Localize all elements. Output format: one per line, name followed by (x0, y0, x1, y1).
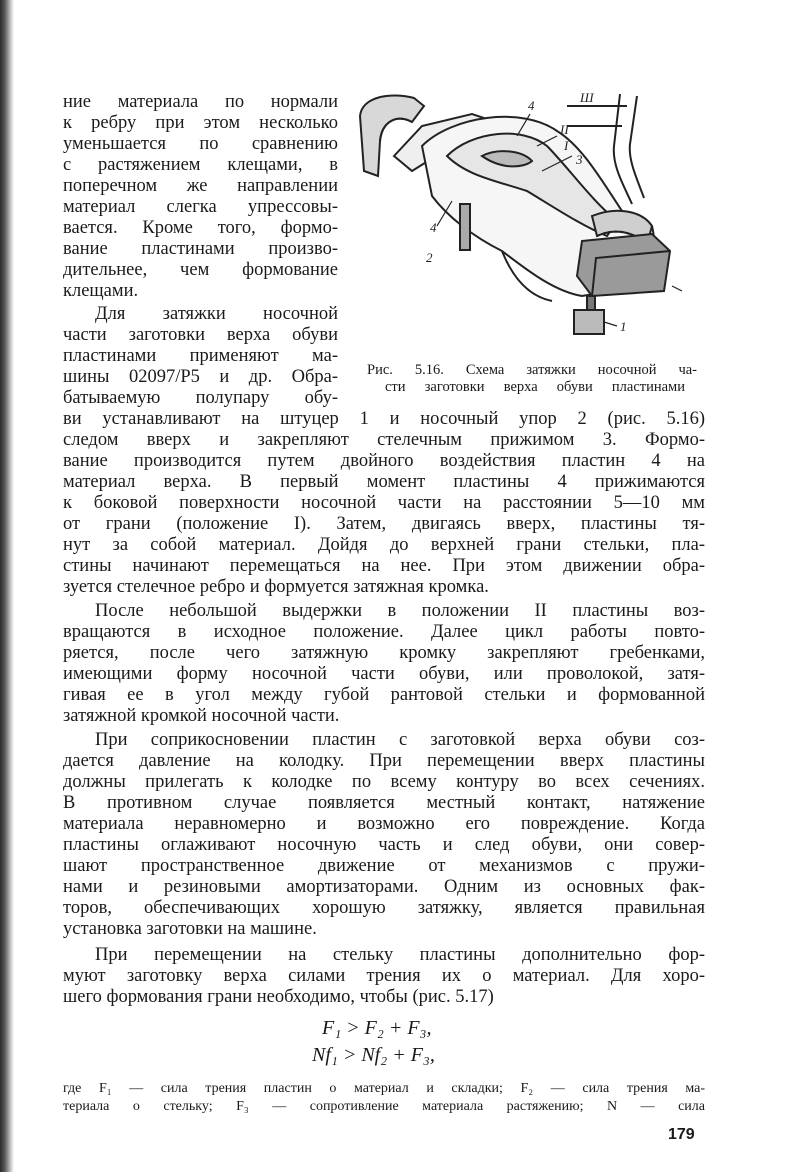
text-line: батываемую полупару обу- (63, 388, 338, 408)
text-line: гивая ее в угол между губой рантовой стельки и формованной (63, 685, 705, 705)
text-line: шины 02097/Р5 и др. Обра- (63, 367, 338, 387)
text-line: должны прилегать к колодке по всему контуру во всех сечениях. (63, 772, 705, 792)
footnote-line: териала о стельку; F₃ — сопротивление материала растяжению; N — сила (63, 1099, 705, 1114)
figure-label: 4 (430, 220, 437, 235)
text-line: шают пространственное движение от механизмов с пружи- (63, 856, 705, 876)
text-line: вается. Кроме того, формо- (63, 218, 338, 238)
text-line: вращаются в исходное положение. Далее цикл работы повто- (63, 622, 705, 642)
text-line: клещами. (63, 281, 139, 301)
text-line: к ребру при этом несколько (63, 113, 338, 133)
text-line: При соприкосновении пластин с заготовкой верха обуви соз- (95, 730, 705, 750)
text-line: материал верха. В первый момент пластины 4 прижимаются (63, 472, 705, 492)
text-line: части заготовки верха обуви (63, 325, 338, 345)
figure-caption-line: сти заготовки верха обуви пластинами (385, 379, 685, 395)
figure-lasting-machine-diagram (352, 86, 702, 356)
text-line: нут за собой материал. Дойдя до верхней грани стельки, пла- (63, 535, 705, 555)
text-line: дительнее, чем формование (63, 260, 338, 280)
text-line: шего формования грани необходимо, чтобы (рис. 5.17) (63, 987, 494, 1007)
figure-label: 1 (620, 319, 627, 334)
figure-label: 4 (528, 98, 535, 113)
text-line: пластины оглаживают носочную часть и след обуви, они совер- (63, 835, 705, 855)
text-line: пластинами применяют ма- (63, 346, 338, 366)
text-line: ви устанавливают на штуцер 1 и носочный упор 2 (рис. 5.16) (63, 409, 705, 429)
footnote-line: где F₁ — сила трения пластин о материал и складки; F₂ — сила трения ма- (63, 1081, 705, 1096)
text-line: ние материала по нормали (63, 92, 338, 112)
text-line: затяжной кромкой носочной части. (63, 706, 340, 726)
text-line: ряется, после чего затяжную кромку закрепляют гребенками, (63, 643, 705, 663)
text-line: от грани (положение I). Затем, двигаясь вверх, пластины тя- (63, 514, 705, 534)
text-line: После небольшой выдержки в положении II пластины воз- (95, 601, 705, 621)
figure-label: 2 (426, 250, 433, 265)
text-line: вание производится путем двойного воздействия пластин 4 на (63, 451, 705, 471)
figure-caption-line: Рис. 5.16. Схема затяжки носочной ча- (367, 362, 697, 378)
figure-label: 3 (576, 152, 583, 167)
text-line: Для затяжки носочной (95, 304, 338, 324)
figure-label: II (560, 122, 569, 137)
figure-label: I (564, 138, 569, 153)
text-line: материал слегка упрессовы- (63, 197, 338, 217)
text-line: муют заготовку верха силами трения их о материал. Для хоро- (63, 966, 705, 986)
text-line: поперечном же направлении (63, 176, 338, 196)
text-line: дается давление на колодку. При перемещении вверх пластины (63, 751, 705, 771)
text-line: материала неравномерно и возможно его повреждение. Когда (63, 814, 705, 834)
text-line: В противном случае появляется местный контакт, натяжение (63, 793, 705, 813)
text-line: зуется стелечное ребро и формуется затяжная кромка. (63, 577, 489, 597)
text-line: вание пластинами произво- (63, 239, 338, 259)
text-line: стины начинают перемещаться на нее. При этом движении обра- (63, 556, 705, 576)
text-line: имеющими форму носочной части обуви, или проволокой, затя- (63, 664, 705, 684)
book-binding-shadow (0, 0, 14, 1172)
text-line: установка заготовки на машине. (63, 919, 317, 939)
text-line: уменьшается по сравнению (63, 134, 338, 154)
text-line: к боковой поверхности носочной части на расстоянии 5—10 мм (63, 493, 705, 513)
formula-2: Nf₁ > Nf₂ + F₃, (312, 1044, 435, 1066)
text-line: торов, обеспечивающих хорошую затяжку, является правильная (63, 898, 705, 918)
text-line: нами и резиновыми амортизаторами. Одним из основных фак- (63, 877, 705, 897)
text-line: При перемещении на стельку пластины дополнительно фор- (95, 945, 705, 965)
page-number: 179 (668, 1126, 695, 1143)
text-line: следом вверх и закрепляют стелечным прижимом 3. Формо- (63, 430, 705, 450)
figure-label: Ш (580, 90, 594, 105)
formula-1: F₁ > F₂ + F₃, (322, 1017, 432, 1039)
text-line: с растяжением клещами, в (63, 155, 338, 175)
